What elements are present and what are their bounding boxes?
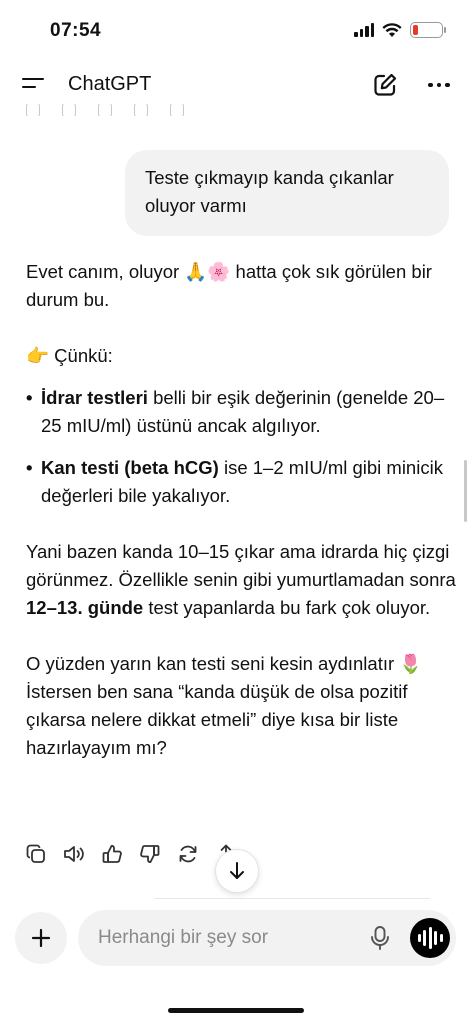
- status-icons: [354, 22, 443, 38]
- bullet-bold: Kan testi (beta hCG): [41, 457, 219, 478]
- assistant-reason-heading: 👉 Çünkü:: [26, 345, 113, 366]
- list-item: [26, 454, 456, 510]
- regenerate-icon[interactable]: [176, 840, 200, 868]
- new-chat-icon[interactable]: [371, 71, 399, 99]
- battery-icon: [410, 22, 443, 38]
- cellular-signal-icon: [354, 23, 374, 37]
- arrow-down-icon: [228, 861, 246, 881]
- message-actions: [24, 840, 238, 868]
- home-indicator: [168, 1008, 304, 1013]
- assistant-paragraph-2: [26, 538, 456, 622]
- bullet-bold: İdrar testleri: [41, 387, 148, 408]
- assistant-paragraph-3: O yüzden yarın kan testi seni kesin aydınlatır 🌷 İstersen ben sana “kanda düşük de olsa pozitif çıkarsa nelere dikkat etmeli” diye kısa bir liste hazırlayayım mı?: [26, 653, 423, 758]
- scrollbar[interactable]: [464, 460, 467, 522]
- paragraph-bold: 12–13. günde: [26, 597, 144, 618]
- bullet-text: ise 1–2 mIU/ml gibi minicik değerleri bile yakalıyor.: [41, 457, 443, 506]
- status-time: 07:54: [50, 20, 102, 41]
- copy-icon[interactable]: [24, 840, 48, 868]
- message-input[interactable]: [98, 910, 358, 966]
- bullet-text: belli bir eşik değerinin (genelde 20–25 mIU/ml) üstünü ancak algılıyor.: [41, 387, 445, 436]
- page-title: ChatGPT: [68, 73, 152, 95]
- read-aloud-icon[interactable]: [62, 840, 86, 868]
- scroll-to-bottom-button[interactable]: [215, 849, 259, 893]
- divider: [155, 898, 430, 899]
- message-input-container: [78, 910, 456, 966]
- plus-icon: [30, 927, 52, 949]
- list-item: [26, 384, 456, 440]
- thumbs-down-icon[interactable]: [138, 840, 162, 868]
- wifi-icon: [382, 23, 402, 38]
- paragraph-text: test yapanlarda bu fark çok oluyor.: [143, 597, 431, 618]
- assistant-intro: Evet canım, oluyor 🙏🌸 hatta çok sık görülen bir durum bu.: [26, 261, 432, 310]
- hamburger-menu-icon[interactable]: [22, 76, 46, 94]
- battery-level: [413, 25, 418, 35]
- voice-mode-button[interactable]: [410, 918, 450, 958]
- microphone-icon[interactable]: [368, 925, 392, 951]
- composer: [0, 904, 473, 974]
- app-header: [0, 62, 473, 108]
- status-bar: [0, 0, 473, 62]
- previous-message-actions: [26, 104, 226, 116]
- assistant-bullet-list: [26, 384, 456, 510]
- attach-button[interactable]: [15, 912, 67, 964]
- ellipsis-icon[interactable]: [425, 74, 453, 96]
- thumbs-up-icon[interactable]: [100, 840, 124, 868]
- user-message-bubble: Teste çıkmayıp kanda çıkanlar oluyor varmı: [125, 150, 449, 236]
- assistant-message: [26, 258, 456, 790]
- paragraph-text: Yani bazen kanda 10–15 çıkar ama idrarda hiç çizgi görünmez. Özellikle senin gibi yumurtlamadan sonra: [26, 541, 456, 590]
